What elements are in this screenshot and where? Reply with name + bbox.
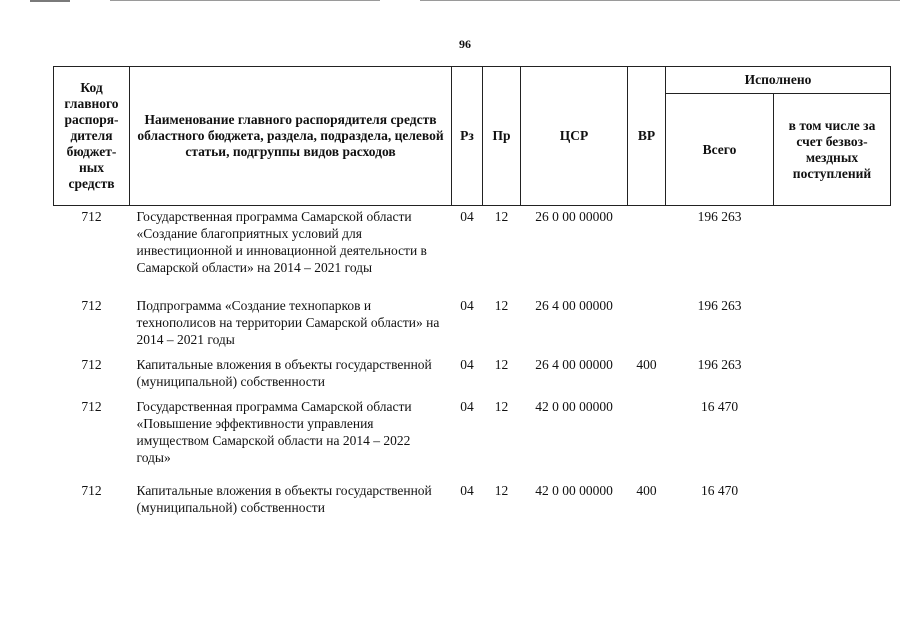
cell-name: Подпрограмма «Создание технопарков и технополисов на территории Самарской области» на 2014 – 2021 годы — [136, 298, 440, 347]
header-vr: ВР — [628, 67, 666, 206]
header-csr: ЦСР — [521, 67, 628, 206]
cell-name: Капитальные вложения в объекты государственной (муниципальной) собственности — [136, 357, 432, 389]
cell-pr: 12 — [494, 357, 509, 372]
table-row — [54, 398, 891, 482]
cell-name: Капитальные вложения в объекты государственной (муниципальной) собственности — [136, 483, 432, 515]
cell-csr: 26 0 00 00000 — [535, 209, 613, 224]
cell-csr: 42 0 00 00000 — [535, 483, 613, 498]
cell-total: 16 470 — [700, 399, 739, 414]
header-total: Всего — [666, 94, 774, 206]
cell-csr: 26 4 00 00000 — [535, 298, 613, 313]
cell-name: Государственная программа Самарской области «Создание благоприятных условий для инвестиционной и инновационной деятельности в Самарской области» на 2014 – 2021 годы — [136, 209, 427, 275]
budget-execution-table — [53, 66, 891, 516]
table-body — [54, 206, 891, 517]
cell-vr — [628, 297, 666, 356]
cell-gratis — [774, 206, 891, 298]
top-border-line — [420, 0, 900, 1]
header-executed: Исполнено — [666, 67, 891, 94]
cell-pr: 12 — [494, 483, 509, 498]
cell-code: 712 — [81, 357, 102, 372]
cell-total: 16 470 — [700, 483, 739, 498]
header-pr: Пр — [483, 67, 521, 206]
header-gratis: в том числе за счет безвоз-мездных поступлений — [774, 94, 891, 206]
cell-vr — [628, 206, 666, 298]
cell-rz: 04 — [460, 298, 474, 313]
top-border-fragment — [30, 0, 70, 2]
table-row — [54, 482, 891, 516]
cell-code: 712 — [81, 209, 102, 224]
cell-gratis — [774, 482, 891, 516]
cell-rz: 04 — [460, 483, 474, 498]
cell-total: 196 263 — [697, 357, 742, 372]
cell-csr: 42 0 00 00000 — [535, 399, 613, 414]
cell-code: 712 — [81, 298, 102, 313]
cell-pr: 12 — [494, 298, 509, 313]
header-code: Код главного распоря-дителя бюджет-ных средств — [54, 67, 130, 206]
cell-vr: 400 — [636, 357, 657, 372]
top-border-line — [110, 0, 380, 1]
cell-rz: 04 — [460, 357, 474, 372]
cell-name: Государственная программа Самарской области «Повышение эффективности управления имуществом Самарской области на 2014 – 2022 годы» — [136, 399, 412, 465]
cell-csr: 26 4 00 00000 — [535, 357, 613, 372]
cell-gratis — [774, 297, 891, 356]
cell-rz: 04 — [460, 399, 474, 414]
cell-rz: 04 — [460, 209, 474, 224]
cell-pr: 12 — [494, 399, 509, 414]
cell-code: 712 — [81, 483, 102, 498]
header-rz: Рз — [452, 67, 483, 206]
cell-pr: 12 — [494, 209, 509, 224]
cell-total: 196 263 — [697, 209, 742, 224]
table-row — [54, 297, 891, 356]
table-row — [54, 206, 891, 298]
cell-code: 712 — [81, 399, 102, 414]
table-row — [54, 356, 891, 398]
cell-total: 196 263 — [697, 298, 742, 313]
page-number: 96 — [459, 37, 471, 51]
cell-vr — [628, 398, 666, 482]
table-header — [54, 67, 891, 206]
cell-gratis — [774, 398, 891, 482]
cell-gratis — [774, 356, 891, 398]
header-name: Наименование главного распорядителя средств областного бюджета, раздела, подраздела, целевой статьи, подгруппы видов расходов — [130, 67, 452, 206]
cell-vr: 400 — [636, 483, 657, 498]
